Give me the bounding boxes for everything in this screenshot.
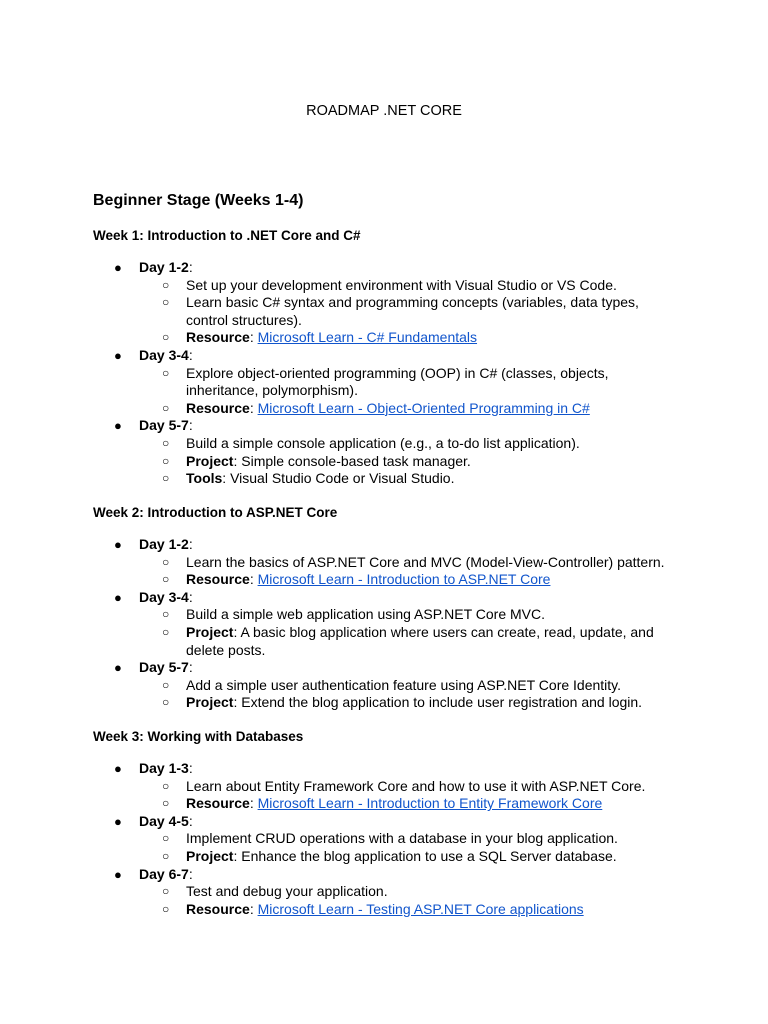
item-text: Implement CRUD operations with a database in your blog application. — [186, 830, 618, 847]
item-label: Tools — [186, 470, 223, 487]
list-item: ○ Project: Extend the blog application to include user registration and login. — [162, 694, 643, 711]
item-text: Add a simple user authentication feature using ASP.NET Core Identity. — [186, 676, 622, 693]
resource-link[interactable]: Microsoft Learn - Introduction to Entity Framework Core — [257, 795, 603, 812]
list-item — [0, 365, 768, 400]
hollow-bullet-icon: ○ — [162, 277, 170, 292]
list-item: ○ Tools: Visual Studio Code or Visual Studio. — [162, 470, 455, 487]
day-item — [0, 259, 768, 347]
hollow-bullet-icon: ○ — [162, 295, 170, 310]
day-line: ● Day 1-2: — [114, 259, 193, 275]
hollow-bullet-icon: ○ — [162, 554, 170, 569]
item-text: Explore object-oriented programming (OOP) in C# (classes, objects, inheritance, polymorphism). — [186, 364, 609, 399]
sub-list — [0, 830, 768, 865]
hollow-bullet-icon: ○ — [162, 778, 170, 793]
sub-list — [0, 554, 768, 589]
hollow-bullet-icon: ○ — [162, 435, 170, 450]
day-label: Day 5-7 — [139, 417, 189, 434]
hollow-bullet-icon: ○ — [162, 471, 170, 486]
day-label: Day 5-7 — [139, 659, 189, 676]
item-label: Resource — [186, 329, 250, 346]
list-item — [0, 277, 768, 295]
item-label: Project — [186, 623, 234, 640]
day-item — [0, 813, 768, 866]
day-label: Day 1-2 — [139, 259, 189, 275]
day-label: Day 3-4 — [139, 346, 189, 363]
day-item — [0, 417, 768, 487]
day-item — [0, 659, 768, 712]
hollow-bullet-icon: ○ — [162, 330, 170, 345]
day-label: Day 1-3 — [139, 760, 189, 776]
item-text: Test and debug your application. — [186, 883, 388, 900]
item-text: Simple console-based task manager. — [241, 452, 471, 469]
list-item — [0, 435, 768, 453]
stage-heading: Beginner Stage (Weeks 1-4) — [93, 192, 304, 209]
day-item — [0, 760, 768, 813]
filled-bullet-icon: ● — [114, 537, 122, 552]
day-label: Day 3-4 — [139, 588, 189, 605]
hollow-bullet-icon: ○ — [162, 796, 170, 811]
item-text: Visual Studio Code or Visual Studio. — [230, 470, 455, 487]
filled-bullet-icon: ● — [114, 418, 122, 434]
day-label: Day 4-5 — [139, 812, 189, 829]
hollow-bullet-icon: ○ — [162, 572, 170, 587]
week-heading: Week 1: Introduction to .NET Core and C# — [93, 228, 361, 243]
hollow-bullet-icon: ○ — [162, 831, 170, 846]
list-item: ○ Project: Enhance the blog application to use a SQL Server database. — [162, 847, 617, 864]
item-text: Build a simple console application (e.g., a to-do list application). — [186, 434, 580, 451]
day-line: ● Day 3-4: — [114, 588, 193, 605]
item-text: Extend the blog application to include user registration and login. — [241, 694, 643, 711]
day-label: Day 6-7 — [139, 865, 189, 882]
week-3-list — [0, 760, 768, 918]
list-item — [0, 883, 768, 901]
resource-link[interactable]: Microsoft Learn - Introduction to ASP.NET Core — [257, 571, 551, 588]
item-label: Resource — [186, 399, 250, 416]
list-item — [0, 606, 768, 624]
hollow-bullet-icon: ○ — [162, 695, 170, 710]
item-text: Set up your development environment with Visual Studio or VS Code. — [186, 276, 617, 293]
hollow-bullet-icon: ○ — [162, 365, 170, 380]
day-line: ● Day 1-3: — [114, 760, 193, 776]
item-text: Enhance the blog application to use a SQL Server database. — [241, 847, 617, 864]
item-text: Build a simple web application using ASP.NET Core MVC. — [186, 606, 545, 623]
list-item — [0, 677, 768, 695]
item-text: Learn about Entity Framework Core and how to use it with ASP.NET Core. — [186, 777, 646, 794]
list-item: ○ Resource: Microsoft Learn - C# Fundamentals — [162, 329, 478, 346]
day-item — [0, 589, 768, 659]
filled-bullet-icon: ● — [114, 761, 122, 776]
item-text: Learn the basics of ASP.NET Core and MVC (Model-View-Controller) pattern. — [186, 553, 665, 570]
list-item — [0, 778, 768, 796]
hollow-bullet-icon: ○ — [162, 453, 170, 468]
list-item: ○ Project: Simple console-based task manager. — [162, 452, 471, 469]
item-label: Project — [186, 694, 234, 711]
sub-list — [0, 778, 768, 813]
day-line: ● Day 1-2: — [114, 536, 193, 552]
week-1-list — [0, 259, 768, 488]
filled-bullet-icon: ● — [114, 866, 122, 882]
sub-list — [0, 435, 768, 488]
hollow-bullet-icon: ○ — [162, 400, 170, 415]
filled-bullet-icon: ● — [114, 813, 122, 829]
day-line: ● Day 4-5: — [114, 812, 193, 829]
day-line: ● Day 5-7: — [114, 659, 193, 676]
item-text: A basic blog application where users can create, read, update, and delete posts. — [186, 623, 654, 658]
day-item — [0, 866, 768, 919]
hollow-bullet-icon: ○ — [162, 607, 170, 622]
sub-list — [0, 677, 768, 712]
filled-bullet-icon: ● — [114, 660, 122, 676]
hollow-bullet-icon: ○ — [162, 677, 170, 692]
week-heading: Week 2: Introduction to ASP.NET Core — [93, 505, 338, 520]
sub-list — [0, 606, 768, 659]
day-line: ● Day 3-4: — [114, 346, 193, 363]
list-item — [0, 830, 768, 848]
hollow-bullet-icon: ○ — [162, 624, 170, 639]
sub-list — [0, 277, 768, 347]
week-2-list — [0, 536, 768, 712]
filled-bullet-icon: ● — [114, 347, 122, 363]
resource-link[interactable]: Microsoft Learn - Testing ASP.NET Core applications — [257, 900, 584, 917]
sub-list — [0, 883, 768, 918]
list-item: ○ Resource: Microsoft Learn - Introduction to Entity Framework Core — [162, 795, 603, 812]
day-line: ● Day 5-7: — [114, 417, 193, 434]
item-label: Resource — [186, 571, 250, 588]
hollow-bullet-icon: ○ — [162, 884, 170, 899]
list-item — [0, 294, 768, 329]
list-item: ○ Resource: Microsoft Learn - Introduction to ASP.NET Core — [162, 571, 551, 588]
list-item: ○ Project: A basic blog application where users can create, read, update, and delete posts. — [162, 623, 654, 658]
filled-bullet-icon: ● — [114, 589, 122, 605]
week-heading: Week 3: Working with Databases — [93, 729, 304, 744]
item-label: Project — [186, 847, 234, 864]
filled-bullet-icon: ● — [114, 260, 122, 275]
list-item: ○ Resource: Microsoft Learn - Object-Oriented Programming in C# — [162, 399, 590, 416]
resource-link[interactable]: Microsoft Learn - Object-Oriented Programming in C# — [257, 399, 590, 416]
sub-list — [0, 365, 768, 418]
item-label: Resource — [186, 795, 250, 812]
hollow-bullet-icon: ○ — [162, 901, 170, 916]
day-line: ● Day 6-7: — [114, 865, 193, 882]
day-label: Day 1-2 — [139, 536, 189, 552]
resource-link[interactable]: Microsoft Learn - C# Fundamentals — [257, 329, 478, 346]
day-item — [0, 347, 768, 417]
item-text: Learn basic C# syntax and programming concepts (variables, data types, control structures). — [186, 294, 639, 328]
hollow-bullet-icon: ○ — [162, 848, 170, 863]
item-label: Project — [186, 452, 234, 469]
list-item: ○ Resource: Microsoft Learn - Testing ASP.NET Core applications — [162, 900, 584, 917]
page-title: ROADMAP .NET CORE — [306, 103, 462, 119]
list-item — [0, 554, 768, 572]
day-item — [0, 536, 768, 589]
item-label: Resource — [186, 900, 250, 917]
